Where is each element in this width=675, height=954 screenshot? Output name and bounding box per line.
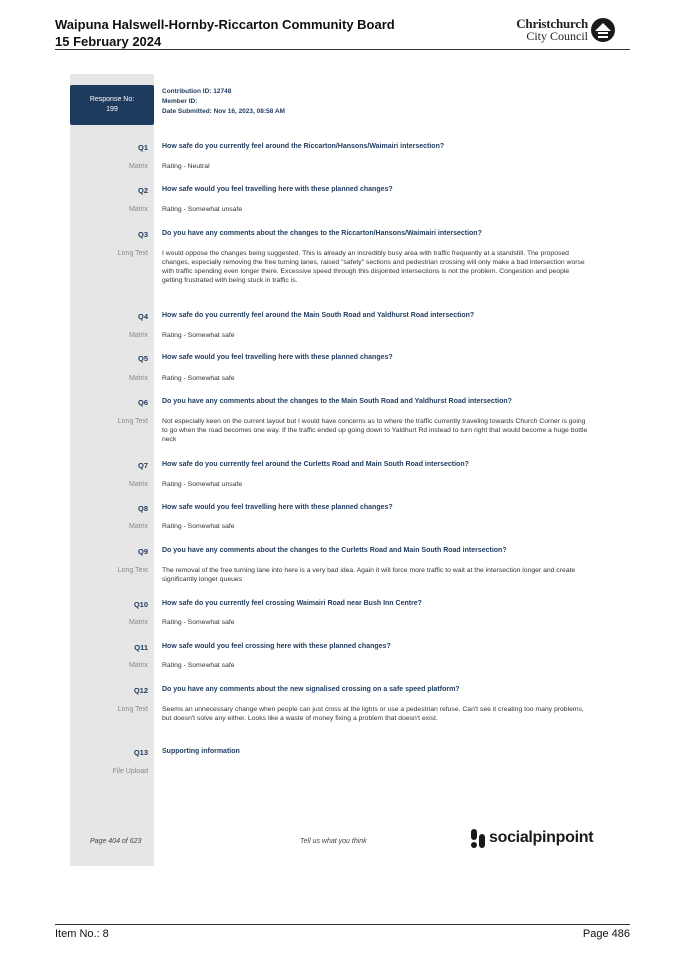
answer-text: Rating - Somewhat safe (162, 332, 235, 339)
question-type: Long Text (117, 250, 148, 257)
question-number: Q12 (133, 686, 148, 695)
header-rule (55, 49, 630, 50)
question-type: Matrix (128, 619, 148, 626)
answer-text: Rating - Somewhat unsafe (162, 481, 243, 488)
question-type: Matrix (128, 375, 148, 382)
answer-text: Rating - Somewhat unsafe (162, 206, 243, 213)
response-label: Response No: (89, 96, 135, 103)
question-type: Matrix (128, 332, 148, 339)
question-number: Q4 (137, 312, 148, 321)
answer-text: I would oppose the changes being suggested. This is already an incredibly busy area with traffic frequently at a standstill. The proposed changes, especially removing the free turning lanes, raised "safety" sections and pedestrian crossing will only make a bad intersection worse with traffic spending even longer there. Excessive speed through this disjointed intersections is not the problem. Congestion and people getting frustrated with being stuck in traffic is. (162, 250, 585, 284)
question-text: Supporting information (162, 748, 240, 755)
question-type: Long Text (117, 567, 148, 574)
document-page-number: Page 486 (582, 928, 630, 940)
question-text: Do you have any comments about the changes to the Curletts Road and Main South Road intersection? (162, 547, 507, 554)
question-number: Q6 (137, 398, 148, 407)
date-submitted: Date Submitted: Nov 16, 2023, 08:58 AM (162, 108, 285, 115)
question-type: Long Text (117, 418, 148, 425)
brand-name: socialpinpoint (489, 829, 594, 846)
question-type: Matrix (128, 206, 148, 213)
answer-text: Rating - Somewhat safe (162, 619, 235, 626)
member-id: Member ID: (162, 98, 198, 105)
question-text: How safe do you currently feel around the Main South Road and Yaldhurst Road intersection? (162, 312, 475, 319)
item-number: Item No.: 8 (55, 928, 109, 940)
question-number: Q2 (137, 186, 148, 195)
question-text: How safe would you feel travelling here with these planned changes? (162, 504, 393, 511)
answer-text: Rating - Somewhat safe (162, 662, 235, 669)
question-number: Q1 (137, 143, 148, 152)
answer-text: Rating - Neutral (162, 163, 210, 170)
answer-text: The removal of the free turning lane into here is a very bad idea. Again it will force more traffic to wait at the intersection longer and create significantly longer queues (162, 567, 576, 583)
answer-text: Seems an unnecessary change when people can just cross at the lights or use a pedestrian refuse. Can't see it creating too many problems, but doesn't solve any either. Looks like a waste of money fixing a problem that doesn't exist. (162, 706, 584, 722)
question-text: How safe would you feel travelling here with these planned changes? (162, 186, 393, 193)
question-number: Q10 (133, 600, 148, 609)
question-text: How safe do you currently feel around the Curletts Road and Main South Road intersection? (162, 461, 469, 468)
document-header (55, 16, 395, 50)
contribution-id: Contribution ID: 12748 (162, 88, 232, 95)
question-text: Do you have any comments about the changes to the Riccarton/Hansons/Waimairi intersection? (162, 230, 482, 237)
logo-line2: City Council (526, 29, 588, 43)
question-type: Matrix (128, 523, 148, 530)
question-type: Matrix (128, 163, 148, 170)
meeting-date: 15 February 2024 (55, 34, 162, 49)
question-text: How safe do you currently feel around the Riccarton/Hansons/Waimairi intersection? (162, 143, 445, 150)
answer-text: Rating - Somewhat safe (162, 523, 235, 530)
question-number: Q13 (133, 748, 148, 757)
pinpoint-icon (470, 828, 486, 850)
question-number: Q5 (137, 354, 148, 363)
council-emblem-icon (590, 17, 616, 43)
question-number: Q7 (137, 461, 148, 470)
response-number-box (70, 85, 154, 125)
tagline: Tell us what you think (300, 838, 367, 845)
question-type: Matrix (128, 481, 148, 488)
response-meta (162, 87, 285, 117)
question-text: Do you have any comments about the new signalised crossing on a safe speed platform? (162, 686, 460, 693)
question-type: Matrix (128, 662, 148, 669)
footer-rule (55, 924, 630, 925)
response-number: 199 (106, 106, 118, 113)
answer-text: Rating - Somewhat safe (162, 375, 235, 382)
logo-line1: Christchurch (516, 16, 588, 31)
question-text: How safe do you currently feel crossing Waimairi Road near Bush Inn Centre? (162, 600, 422, 607)
question-number: Q11 (134, 643, 148, 652)
question-number: Q8 (137, 504, 148, 513)
question-type: File Upload (112, 768, 148, 775)
question-text: How safe would you feel travelling here with these planned changes? (162, 354, 393, 361)
page-counter: Page 404 of 623 (90, 838, 142, 845)
board-title: Waipuna Halswell-Hornby-Riccarton Community Board (55, 17, 395, 32)
question-number: Q9 (137, 547, 148, 556)
question-number: Q3 (137, 230, 148, 239)
answer-text: Not especially keen on the current layout but I would have concerns as to where the traffic currently traveling towards Church Corner is going to go when the road becomes one way. If the traffic ended up going down to Yaldhurt Rd instead to turn right that would become a huge bottle neck (162, 418, 588, 443)
council-logo (514, 17, 618, 43)
question-text: How safe would you feel crossing here with these planned changes? (162, 643, 391, 650)
question-text: Do you have any comments about the changes to the Main South Road and Yaldhurst Road intersection? (162, 398, 512, 405)
question-type: Long Text (117, 706, 148, 713)
